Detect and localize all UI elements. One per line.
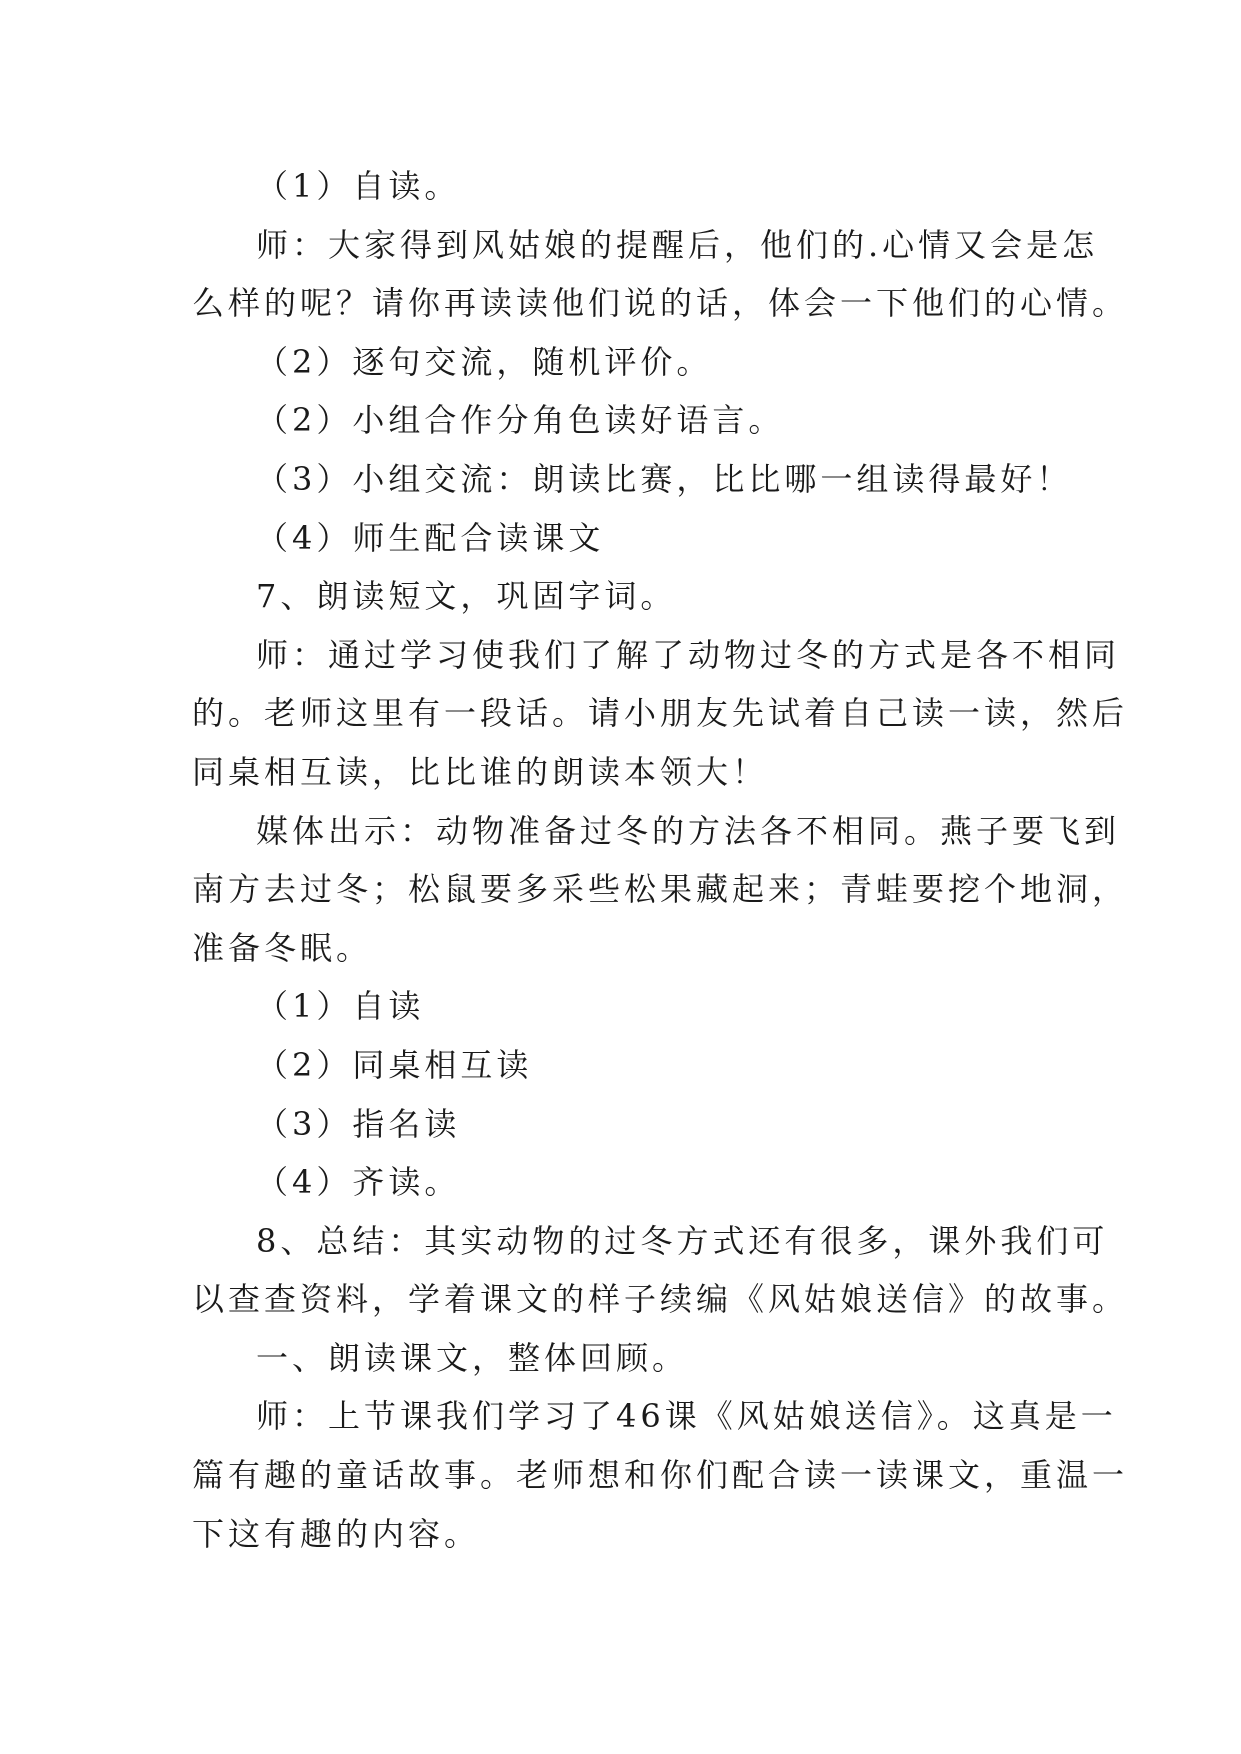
document-page <box>192 157 1129 1563</box>
document-body <box>192 157 1129 1563</box>
text-line: （1）自读 <box>256 987 425 1026</box>
text-line: 一、朗读课文，整体回顾。 <box>256 1338 689 1377</box>
text-line: （4）齐读。 <box>256 1163 461 1202</box>
text-line: （2）同桌相互读 <box>256 1045 533 1084</box>
text-line: 下这有趣的内容。 <box>192 1514 481 1553</box>
text-line: 以查查资料，学着课文的样子续编《风姑娘送信》的故事。 <box>192 1280 1129 1319</box>
text-line: （4）师生配合读课文 <box>256 518 605 557</box>
text-line: （2）小组合作分角色读好语言。 <box>256 401 785 440</box>
text-line: 8、总结：其实动物的过冬方式还有很多，课外我们可 <box>256 1221 1109 1260</box>
text-line: 师：通过学习使我们了解了动物过冬的方式是各不相同 <box>256 635 1121 674</box>
text-line: （3）指名读 <box>256 1104 461 1143</box>
text-line: 师：大家得到风姑娘的提醒后，他们的.心情又会是怎 <box>256 225 1099 264</box>
text-line: 么样的呢？请你再读读他们说的话，体会一下他们的心情。 <box>192 284 1129 323</box>
text-line: （3）小组交流：朗读比赛，比比哪一组读得最好！ <box>256 459 1073 498</box>
text-line: （2）逐句交流，随机评价。 <box>256 342 713 381</box>
text-line: 准备冬眠。 <box>192 928 373 967</box>
text-line: 同桌相互读，比比谁的朗读本领大！ <box>192 752 769 791</box>
text-line: 7、朗读短文，巩固字词。 <box>256 577 677 616</box>
text-line: 媒体出示：动物准备过冬的方法各不相同。燕子要飞到 <box>256 811 1121 850</box>
text-line: （1）自读。 <box>256 167 461 205</box>
text-line: 师：上节课我们学习了46课《风姑娘送信》。这真是一 <box>256 1397 1117 1436</box>
text-line: 的。老师这里有一段话。请小朋友先试着自己读一读，然后 <box>192 694 1129 733</box>
text-line: 南方去过冬；松鼠要多采些松果藏起来；青蛙要挖个地洞， <box>192 870 1129 909</box>
text-line: 篇有趣的童话故事。老师想和你们配合读一读课文，重温一 <box>192 1456 1129 1495</box>
